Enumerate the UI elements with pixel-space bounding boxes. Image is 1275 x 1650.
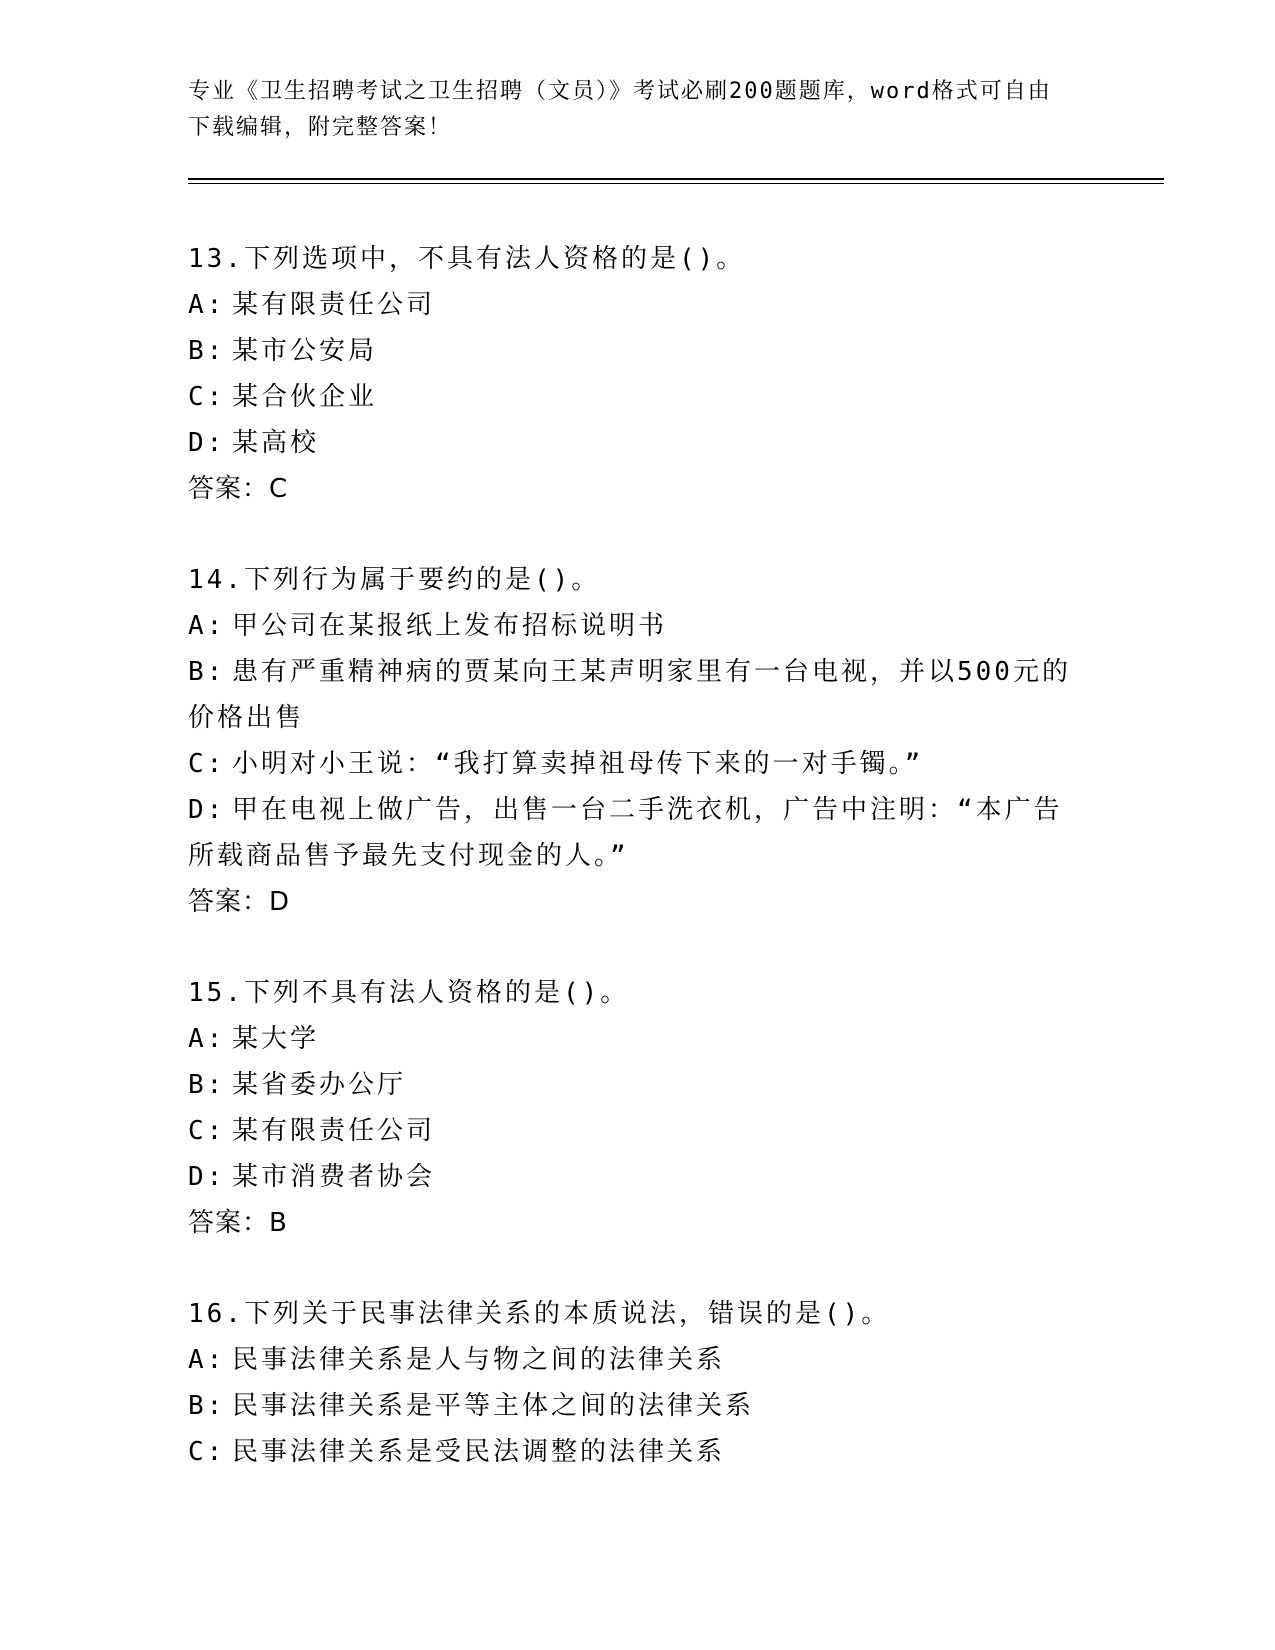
option-text: 小明对小王说：“我打算卖掉祖母传下来的一对手镯。”: [232, 749, 924, 779]
question-14: [188, 557, 1088, 925]
option-letter: C:: [188, 749, 226, 779]
option-text: 甲公司在某报纸上发布招标说明书: [232, 611, 668, 641]
option-letter: A:: [188, 1024, 226, 1054]
option-text: 某市消费者协会: [232, 1162, 436, 1192]
header-divider-thick: [188, 178, 1164, 180]
option-text: 某市公安局: [232, 336, 378, 366]
option-text: 患有严重精神病的贾某向王某声明家里有一台电视，并以500元的价格出售: [188, 657, 1071, 733]
question-13: [188, 236, 1088, 512]
question-stem: 14.下列行为属于要约的是()。: [188, 565, 601, 595]
option-b: [188, 649, 1088, 741]
option-c: [188, 741, 1088, 787]
option-letter: D:: [188, 1162, 226, 1192]
option-letter: A:: [188, 1345, 226, 1375]
document-header: 专业《卫生招聘考试之卫生招聘（文员）》考试必刷200题题库，word格式可自由下载编辑，附完整答案！: [188, 79, 1052, 140]
option-text: 某省委办公厅: [232, 1070, 407, 1100]
option-text: 民事法律关系是人与物之间的法律关系: [232, 1345, 726, 1375]
option-text: 某合伙企业: [232, 382, 378, 412]
question-stem: 13.下列选项中，不具有法人资格的是()。: [188, 244, 746, 274]
question-16: [188, 1291, 1088, 1475]
answer-line: 答案：C: [188, 474, 289, 504]
option-d: [188, 420, 1088, 466]
option-c: [188, 1429, 1088, 1475]
option-text: 民事法律关系是受民法调整的法律关系: [232, 1437, 726, 1467]
header-divider-thin: [188, 183, 1164, 184]
option-a: [188, 282, 1088, 328]
option-letter: D:: [188, 795, 226, 825]
option-text: 某有限责任公司: [232, 1116, 436, 1146]
option-a: [188, 1016, 1088, 1062]
option-b: [188, 1383, 1088, 1429]
option-letter: B:: [188, 1391, 226, 1421]
question-stem: 16.下列关于民事法律关系的本质说法，错误的是()。: [188, 1299, 891, 1329]
option-letter: C:: [188, 1437, 226, 1467]
option-c: [188, 374, 1088, 420]
option-letter: A:: [188, 290, 226, 320]
option-b: [188, 328, 1088, 374]
answer-line: 答案：B: [188, 1208, 288, 1238]
option-a: [188, 603, 1088, 649]
question-stem: 15.下列不具有法人资格的是()。: [188, 978, 630, 1008]
option-d: [188, 1154, 1088, 1200]
option-letter: B:: [188, 657, 226, 687]
option-text: 某高校: [232, 428, 320, 458]
option-d: [188, 787, 1088, 879]
question-15: [188, 970, 1088, 1246]
option-text: 民事法律关系是平等主体之间的法律关系: [232, 1391, 755, 1421]
option-letter: D:: [188, 428, 226, 458]
option-text: 某大学: [232, 1024, 320, 1054]
option-b: [188, 1062, 1088, 1108]
answer-line: 答案：D: [188, 887, 291, 917]
option-c: [188, 1108, 1088, 1154]
option-letter: B:: [188, 336, 226, 366]
option-a: [188, 1337, 1088, 1383]
option-text: 甲在电视上做广告，出售一台二手洗衣机，广告中注明：“本广告所载商品售予最先支付现金的人。”: [188, 795, 1063, 871]
option-letter: C:: [188, 382, 226, 412]
option-letter: B:: [188, 1070, 226, 1100]
option-letter: C:: [188, 1116, 226, 1146]
option-text: 某有限责任公司: [232, 290, 436, 320]
option-letter: A:: [188, 611, 226, 641]
question-list: [188, 236, 1088, 1520]
